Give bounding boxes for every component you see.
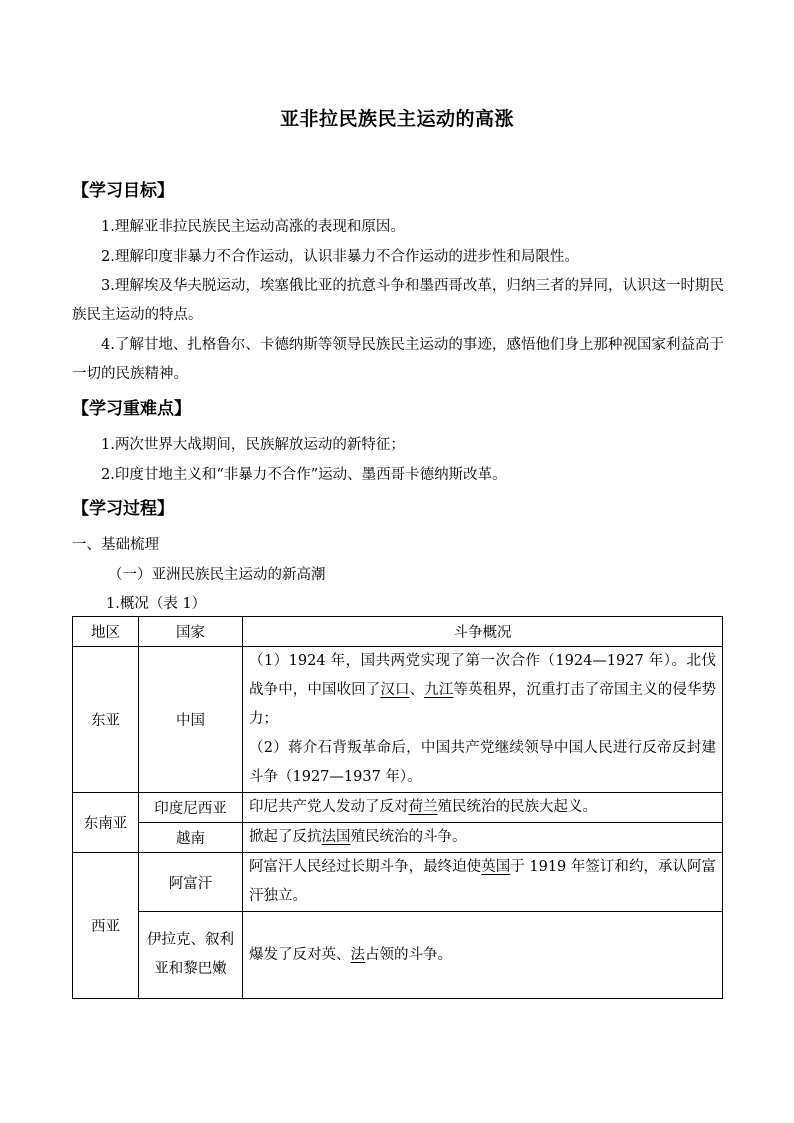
header-country: 国家 bbox=[139, 617, 243, 647]
overview-text: 印尼共产党人发动了反对 bbox=[249, 799, 409, 815]
overview-paragraph bbox=[249, 647, 716, 734]
overview-text: 殖民统治的民族大起义。 bbox=[437, 799, 597, 815]
subsection-asia: （一）亚洲民族民主运动的新高潮 bbox=[108, 567, 326, 583]
country-cell: 伊拉克、叙利亚和黎巴嫩 bbox=[139, 912, 243, 999]
objective-item-2: 2.理解印度非暴力不合作运动，认识非暴力不合作运动的进步性和局限性。 bbox=[101, 249, 579, 265]
region-cell: 西亚 bbox=[73, 853, 139, 999]
overview-cell bbox=[243, 912, 723, 999]
key-point-item-2: 2.印度甘地主义和“非暴力不合作”运动、墨西哥卡德纳斯改革。 bbox=[101, 467, 507, 483]
overview-underlined-text: 汉口 bbox=[380, 682, 410, 698]
overview-underlined-text: 九江 bbox=[424, 682, 454, 698]
objective-item-3: 3.理解埃及华夫脱运动，埃塞俄比亚的抗意斗争和墨西哥改革，归纳三者的异同，认识这一时期民族民主运动的特点。 bbox=[72, 278, 724, 323]
objectives-heading: 【学习目标】 bbox=[72, 181, 174, 201]
country-cell: 阿富汗 bbox=[139, 853, 243, 912]
table-row bbox=[73, 823, 723, 853]
overview-text: 、 bbox=[409, 682, 425, 698]
overview-text: 掀起了反抗 bbox=[249, 829, 322, 845]
table-row bbox=[73, 647, 723, 793]
overview-cell bbox=[243, 853, 723, 912]
overview-underlined-text: 英国 bbox=[481, 859, 511, 875]
table-row bbox=[73, 912, 723, 999]
table-caption: 1.概况（表 1） bbox=[106, 596, 207, 612]
overview-paragraph: （2）蒋介石背叛革命后，中国共产党继续领导中国人民进行反帝反封建斗争（1927—1937 年）。 bbox=[249, 740, 716, 785]
overview-text: 占领的斗争。 bbox=[365, 946, 452, 963]
region-cell: 东亚 bbox=[73, 647, 139, 793]
page-title: 亚非拉民族民主运动的高涨 bbox=[279, 108, 514, 130]
objective-item-4: 4.了解甘地、扎格鲁尔、卡德纳斯等领导民族民主运动的事迹，感悟他们身上那种视国家利益高于一切的民族精神。 bbox=[72, 337, 724, 382]
overview-table bbox=[72, 616, 723, 999]
table-header-row bbox=[73, 617, 723, 647]
header-overview: 斗争概况 bbox=[243, 617, 723, 647]
overview-cell bbox=[243, 647, 723, 793]
region-cell: 东南亚 bbox=[73, 793, 139, 853]
section-basic-review: 一、基础梳理 bbox=[72, 537, 159, 553]
country-cell: 中国 bbox=[139, 647, 243, 793]
overview-text: 爆发了反对英、 bbox=[249, 946, 351, 963]
overview-text: 于 1919 年签订和约，承认阿富汗独立。 bbox=[249, 859, 717, 904]
objective-item-1: 1.理解亚非拉民族民主运动高涨的表现和原因。 bbox=[101, 219, 405, 235]
process-heading: 【学习过程】 bbox=[72, 499, 174, 519]
country-cell: 印度尼西亚 bbox=[139, 793, 243, 823]
overview-cell bbox=[243, 793, 723, 823]
table-row bbox=[73, 853, 723, 912]
header-region: 地区 bbox=[73, 617, 139, 647]
key-points-heading: 【学习重难点】 bbox=[72, 399, 191, 419]
overview-underlined-text: 法 bbox=[350, 946, 365, 963]
key-point-item-1: 1.两次世界大战期间，民族解放运动的新特征； bbox=[101, 437, 405, 453]
overview-cell bbox=[243, 823, 723, 853]
country-cell: 越南 bbox=[139, 823, 243, 853]
overview-text: 等英租界，沉重打击了帝国主义的侵华势力； bbox=[249, 682, 717, 727]
overview-underlined-text: 荷兰 bbox=[408, 799, 438, 815]
table-row bbox=[73, 793, 723, 823]
overview-text: （1）1924 年，国共两党实现了第一次合作（1924—1927 年）。北伐战争中，中国收回了 bbox=[249, 653, 716, 698]
overview-text: 阿富汗人民经过长期斗争，最终迫使 bbox=[249, 859, 482, 875]
overview-underlined-text: 法国 bbox=[321, 829, 351, 845]
overview-text: 殖民统治的斗争。 bbox=[350, 829, 467, 845]
